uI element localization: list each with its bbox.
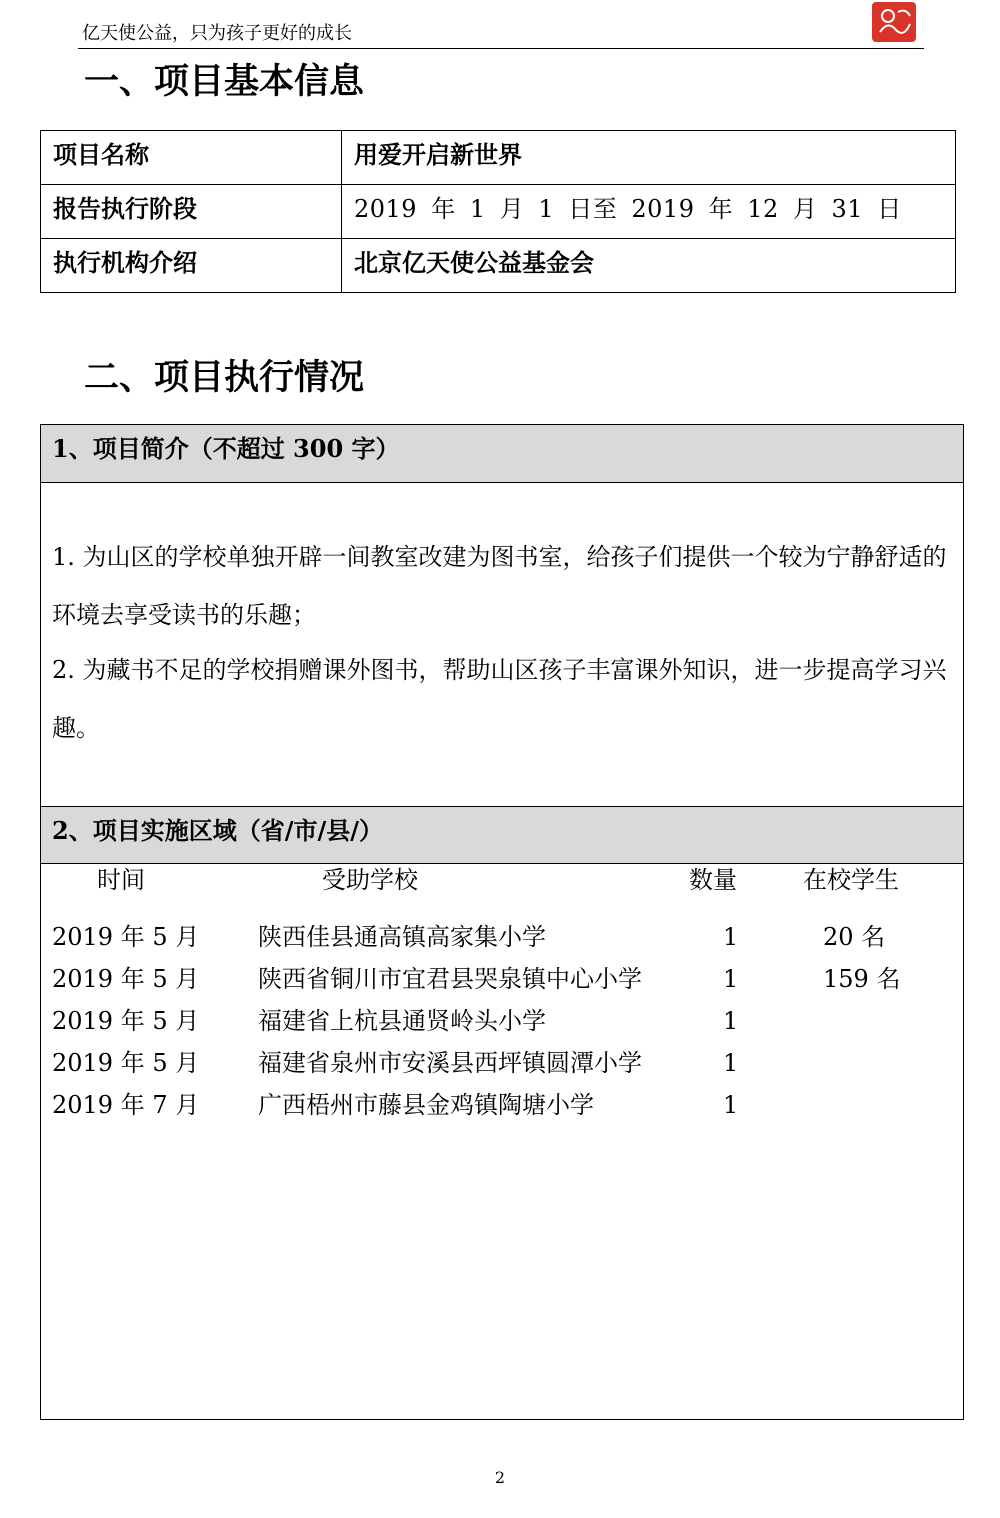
table-row bbox=[41, 1042, 963, 1084]
table-row bbox=[41, 1000, 963, 1042]
execution-box bbox=[40, 424, 964, 1420]
row-school: 陕西省铜川市宜君县哭泉镇中心小学 bbox=[258, 965, 642, 993]
header-divider bbox=[78, 48, 924, 49]
column-header-students: 在校学生 bbox=[803, 866, 899, 894]
section2-heading: 二、项目执行情况 bbox=[84, 357, 365, 398]
table-row bbox=[41, 185, 956, 239]
row-school: 广西梧州市藤县金鸡镇陶塘小学 bbox=[258, 1091, 594, 1119]
page-number: 2 bbox=[494, 1468, 506, 1487]
row-date: 2019 年 5 月 bbox=[52, 1049, 200, 1077]
table-row bbox=[41, 1084, 963, 1126]
basic-info-table bbox=[40, 130, 956, 293]
agency-label: 执行机构介绍 bbox=[41, 239, 342, 293]
logo-icon bbox=[872, 2, 916, 42]
table-row bbox=[41, 239, 956, 293]
row-students: 20 名 bbox=[823, 923, 886, 951]
project-name-label: 项目名称 bbox=[41, 131, 342, 185]
header-slogan: 亿天使公益，只为孩子更好的成长 bbox=[82, 23, 352, 44]
agency-value: 北京亿天使公益基金会 bbox=[342, 239, 956, 293]
project-name-value: 用爱开启新世界 bbox=[342, 131, 956, 185]
row-students: 159 名 bbox=[823, 965, 901, 993]
column-header-date: 时间 bbox=[97, 866, 145, 894]
row-date: 2019 年 7 月 bbox=[52, 1091, 200, 1119]
column-header-qty: 数量 bbox=[689, 866, 737, 894]
row-date: 2019 年 5 月 bbox=[52, 1007, 200, 1035]
intro-paragraph-1: 1. 为山区的学校单独开辟一间教室改建为图书室，给孩子们提供一个较为宁静舒适的环境去享受读书的乐趣； bbox=[52, 543, 947, 629]
report-period-label: 报告执行阶段 bbox=[41, 185, 342, 239]
row-date: 2019 年 5 月 bbox=[52, 965, 200, 993]
intro-title: 1、项目简介（不超过 300 字） bbox=[41, 425, 963, 483]
row-qty: 1 bbox=[723, 923, 739, 951]
row-school: 福建省上杭县通贤岭头小学 bbox=[258, 1007, 546, 1035]
row-qty: 1 bbox=[723, 1049, 739, 1077]
row-school: 陕西佳县通高镇高家集小学 bbox=[258, 923, 546, 951]
table-row bbox=[41, 958, 963, 1000]
report-period-value: 2019 年 1 月 1 日至 2019 年 12 月 31 日 bbox=[342, 185, 956, 239]
row-qty: 1 bbox=[723, 965, 739, 993]
row-school: 福建省泉州市安溪县西坪镇圆潭小学 bbox=[258, 1049, 642, 1077]
intro-paragraph-2: 2. 为藏书不足的学校捐赠课外图书，帮助山区孩子丰富课外知识，进一步提高学习兴趣。 bbox=[52, 656, 947, 742]
table-row bbox=[41, 131, 956, 185]
row-date: 2019 年 5 月 bbox=[52, 923, 200, 951]
table-row bbox=[41, 916, 963, 958]
column-header-school: 受助学校 bbox=[322, 866, 418, 894]
row-qty: 1 bbox=[723, 1091, 739, 1119]
row-qty: 1 bbox=[723, 1007, 739, 1035]
section1-heading: 一、项目基本信息 bbox=[84, 61, 365, 102]
area-title: 2、项目实施区域（省/市/县/） bbox=[41, 806, 963, 864]
